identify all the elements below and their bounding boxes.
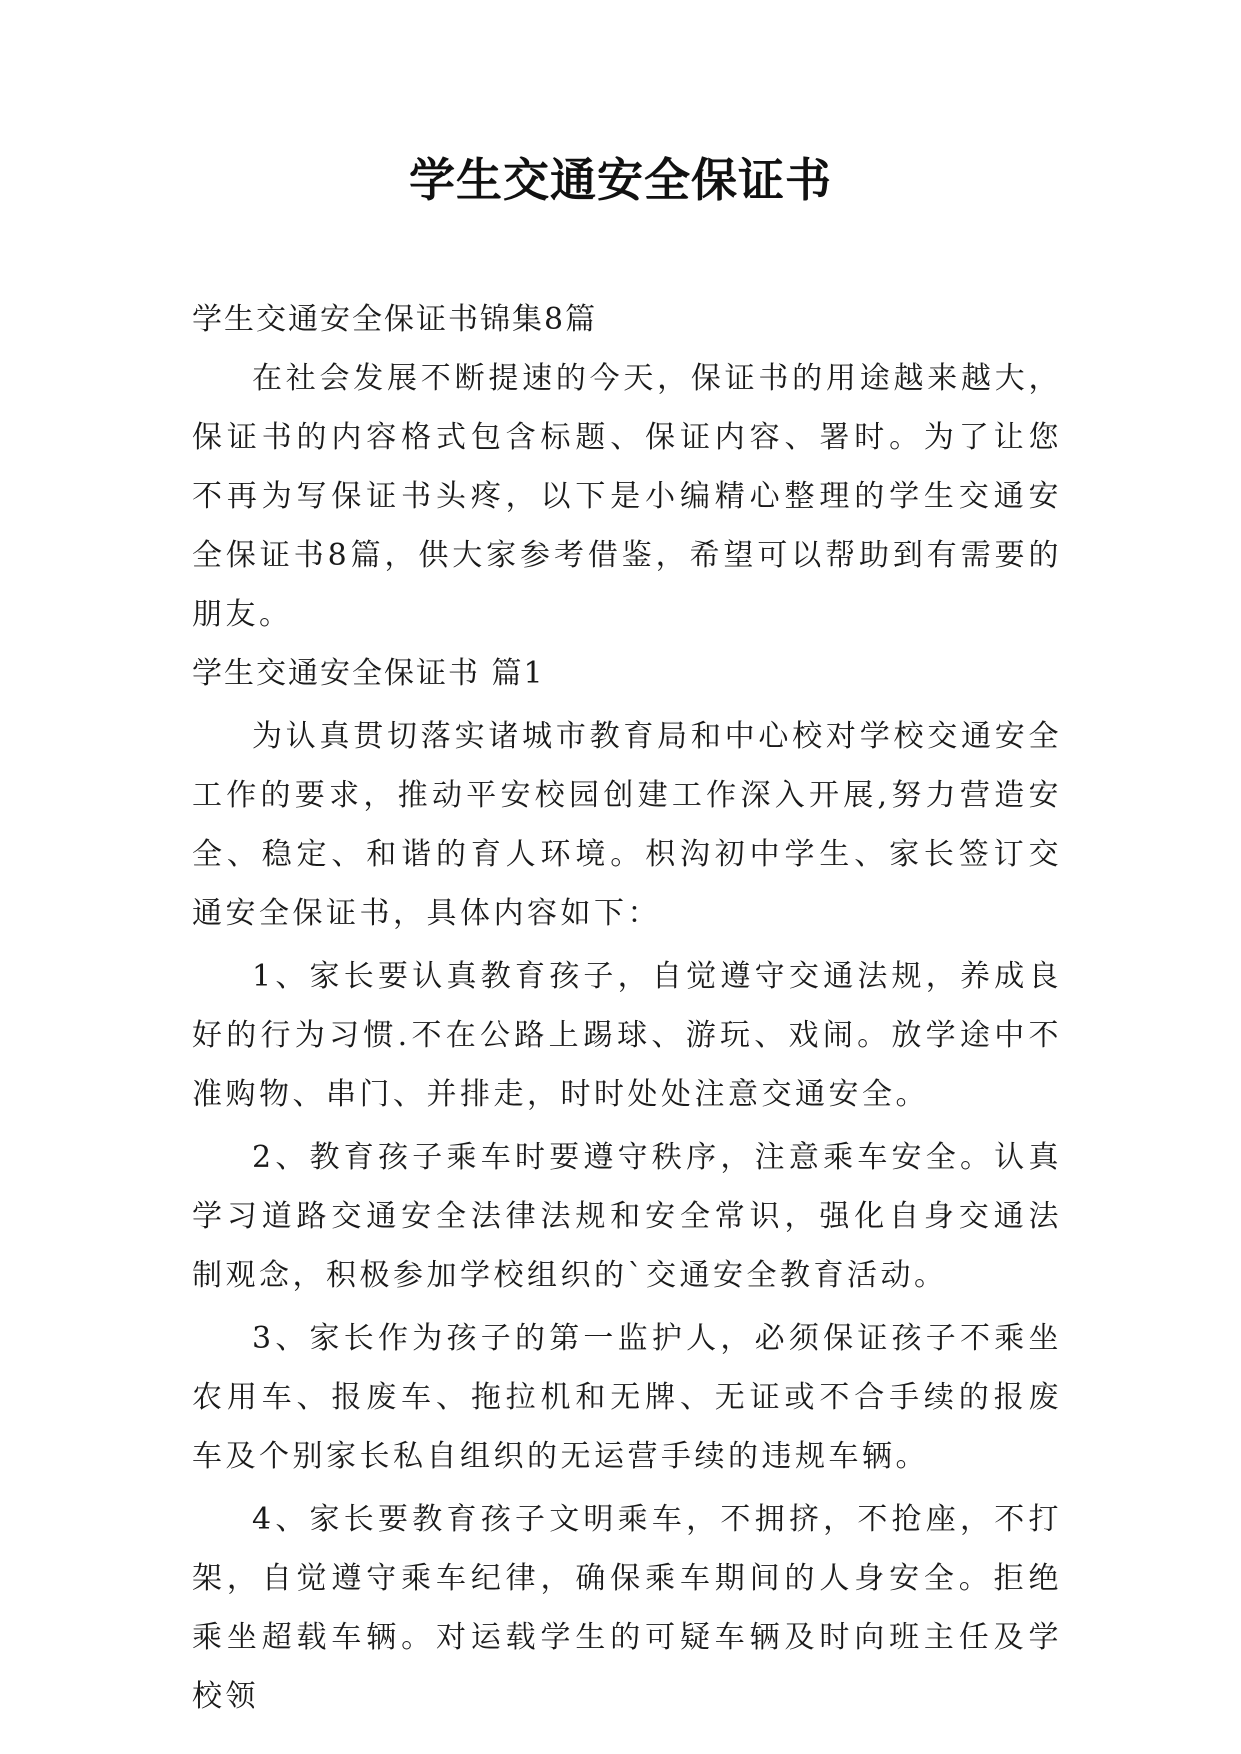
intro-paragraph: 在社会发展不断提速的今天，保证书的用途越来越大，保证书的内容格式包含标题、保证内容、署时。为了让您不再为写保证书头疼，以下是小编精心整理的学生交通安全保证书8篇，供大家参考借鉴，希望可以帮助到有需要的朋友。 [192, 361, 1062, 632]
list-item: 4、家长要教育孩子文明乘车，不拥挤，不抢座，不打架，自觉遵守乘车纪律，确保乘车期间的人身安全。拒绝乘坐超载车辆。对运载学生的可疑车辆及时向班主任及学校领 [192, 1502, 1062, 1714]
section-heading: 学生交通安全保证书 篇1 [192, 656, 545, 691]
list-item: 2、教育孩子乘车时要遵守秩序，注意乘车安全。认真学习道路交通安全法律法规和安全常识，强化自身交通法制观念，积极参加学校组织的`交通安全教育活动。 [192, 1140, 1062, 1293]
list-item: 3、家长作为孩子的第一监护人，必须保证孩子不乘坐农用车、报废车、拖拉机和无牌、无证或不合手续的报废车及个别家长私自组织的无运营手续的违规车辆。 [192, 1321, 1062, 1474]
list-item: 1、家长要认真教育孩子，自觉遵守交通法规，养成良好的行为习惯.不在公路上踢球、游玩、戏闹。放学途中不准购物、串门、并排走，时时处处注意交通安全。 [192, 959, 1062, 1112]
section-intro-paragraph: 为认真贯切落实诸城市教育局和中心校对学校交通安全工作的要求，推动平安校园创建工作深入开展,努力营造安全、稳定、和谐的育人环境。枳沟初中学生、家长签订交通安全保证书，具体内容如下： [192, 719, 1062, 931]
collection-heading: 学生交通安全保证书锦集8篇 [192, 302, 598, 337]
document-body [192, 290, 1062, 1726]
document-title: 学生交通安全保证书 [409, 153, 832, 207]
